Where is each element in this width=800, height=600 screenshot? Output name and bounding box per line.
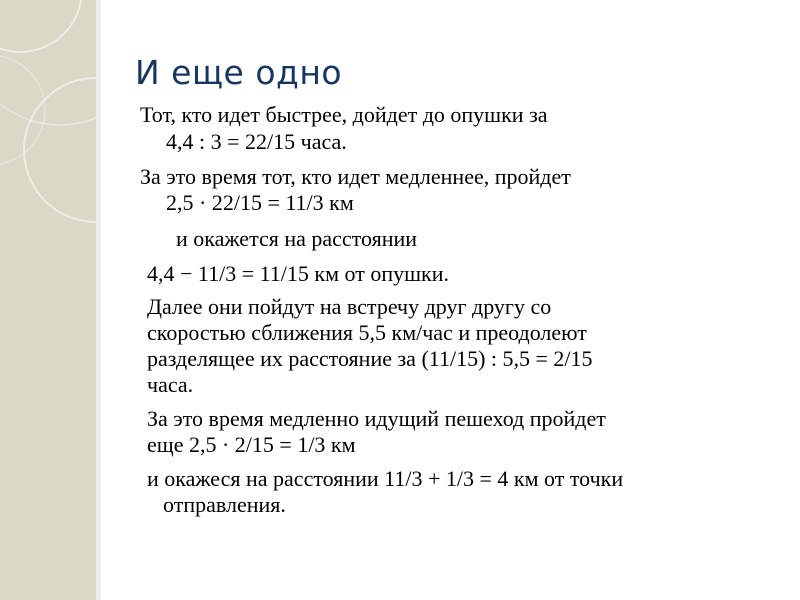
decorative-circles-graphic: [0, 0, 96, 600]
text-line: 4,4 : 3 = 22/15 часа.: [166, 129, 347, 154]
text-line: Тот, кто идет быстрее, дойдет до опушки за: [140, 102, 548, 127]
text-line: отправления.: [163, 492, 286, 517]
slide-title: И еще одно: [135, 53, 343, 92]
text-line: 2,5 · 22/15 = 11/3 км: [166, 190, 354, 215]
decorative-side-panel: [0, 0, 96, 600]
text-line: часа.: [147, 372, 194, 397]
text-line: скоростью сближения 5,5 км/час и преодолеют: [147, 320, 587, 345]
text-line: 4,4 − 11/3 = 11/15 км от опушки.: [147, 261, 450, 286]
text-line: еще 2,5 · 2/15 = 1/3 км: [147, 432, 356, 457]
text-line: разделящее их расстояние за (11/15) : 5,5 = 2/15: [147, 346, 593, 371]
text-line: Далее они пойдут на встречу друг другу со: [147, 294, 552, 319]
text-line: и окажеся на расстоянии 11/3 + 1/3 = 4 км от точки: [147, 466, 624, 491]
side-divider: [96, 0, 101, 600]
text-line: За это время тот, кто идет медленнее, пройдет: [140, 164, 571, 189]
text-line: За это время медленно идущий пешеход пройдет: [147, 406, 606, 431]
text-line: и окажется на расстоянии: [176, 226, 418, 251]
